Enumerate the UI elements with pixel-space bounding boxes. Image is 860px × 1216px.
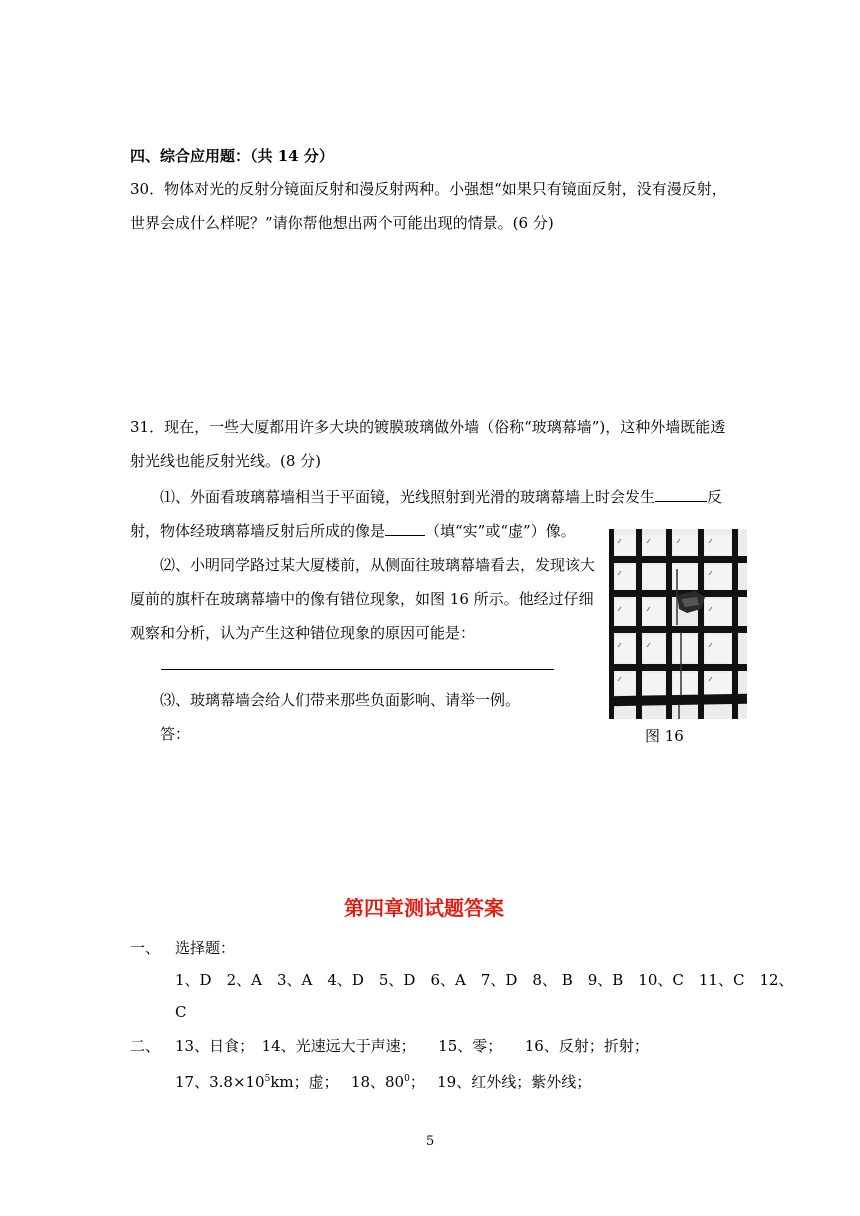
answers-sec2-text-c: ； 19、红外线；紫外线； xyxy=(409,1073,592,1091)
q31-part3-line1: ⑶、玻璃幕墙会给人们带来那些负面影响、请举一例。 xyxy=(160,691,521,709)
q31-part1-text-b: 反 xyxy=(707,488,723,506)
q30-text-line2: 世界会成什么样呢？”请你帮他想出两个可能出现的情景。(6 分) xyxy=(130,214,554,232)
q31-part2-line1: ⑵、小明同学路过某大厦楼前，从侧面往玻璃幕墙看去，发现该大 xyxy=(160,556,596,574)
blank-image-type[interactable] xyxy=(385,521,425,536)
answers-sec2-line2 xyxy=(175,1069,591,1092)
blank-reflection-type[interactable] xyxy=(655,487,707,502)
answers-sec1-label: 选择题： xyxy=(175,939,236,957)
exponent-5: 5 xyxy=(264,1074,271,1084)
answer-line[interactable] xyxy=(161,669,554,670)
figure-caption: 图 16 xyxy=(645,727,684,745)
q31-part2-line3: 观察和分析，认为产生这种错位现象的原因可能是： xyxy=(130,624,476,642)
q31-text-line1: 31．现在，一些大厦都用许多大块的镀膜玻璃做外墙（俗称“玻璃幕墙”)，这种外墙既能透 xyxy=(130,418,726,436)
answers-sec2-text-b: km；虚； 18、80 xyxy=(270,1073,405,1091)
answers-sec1-line2: C xyxy=(175,1003,187,1021)
answers-sec1-number: 一、 xyxy=(130,939,161,957)
degree-superscript: 0 xyxy=(404,1074,410,1084)
q31-text-line2: 射光线也能反射光线。(8 分) xyxy=(130,452,322,470)
answers-sec1-line1: 1、D 2、A 3、A 4、D 5、D 6、A 7、D 8、 B 9、B 10、C 11、C 12、 xyxy=(175,971,794,989)
q31-part2-line2: 厦前的旗杆在玻璃幕墙中的像有错位现象，如图 16 所示。他经过仔细 xyxy=(130,590,594,608)
answers-sec2-text-a: 17、3.8×10 xyxy=(175,1073,265,1091)
q31-part1-text-a: ⑴、外面看玻璃幕墙相当于平面镜，光线照射到光滑的玻璃幕墙上时会发生 xyxy=(160,488,656,506)
answers-sec2-number: 二、 xyxy=(130,1037,161,1055)
q31-part1-text-c: 射，物体经玻璃幕墙反射后所成的像是 xyxy=(130,522,386,540)
section-heading: 四、综合应用题：（共 14 分） xyxy=(130,147,334,165)
q31-part1-line1 xyxy=(160,487,722,507)
q30-text-line1: 30．物体对光的反射分镜面反射和漫反射两种。小强想“如果只有镜面反射，没有漫反射， xyxy=(130,180,727,198)
q31-answer-label: 答： xyxy=(160,725,191,743)
figure-glass-curtain-wall xyxy=(609,529,747,719)
answers-title: 第四章测试题答案 xyxy=(344,896,504,920)
answers-sec2-line1: 13、日食； 14、光速远大于声速； 15、零； 16、反射；折射； xyxy=(175,1037,649,1055)
glass-wall-grid-illustration xyxy=(609,529,747,719)
page-number: 5 xyxy=(426,1134,435,1149)
q31-part1-text-d: （填“实”或“虚”）像。 xyxy=(425,522,576,540)
q31-part1-line2 xyxy=(130,521,576,541)
